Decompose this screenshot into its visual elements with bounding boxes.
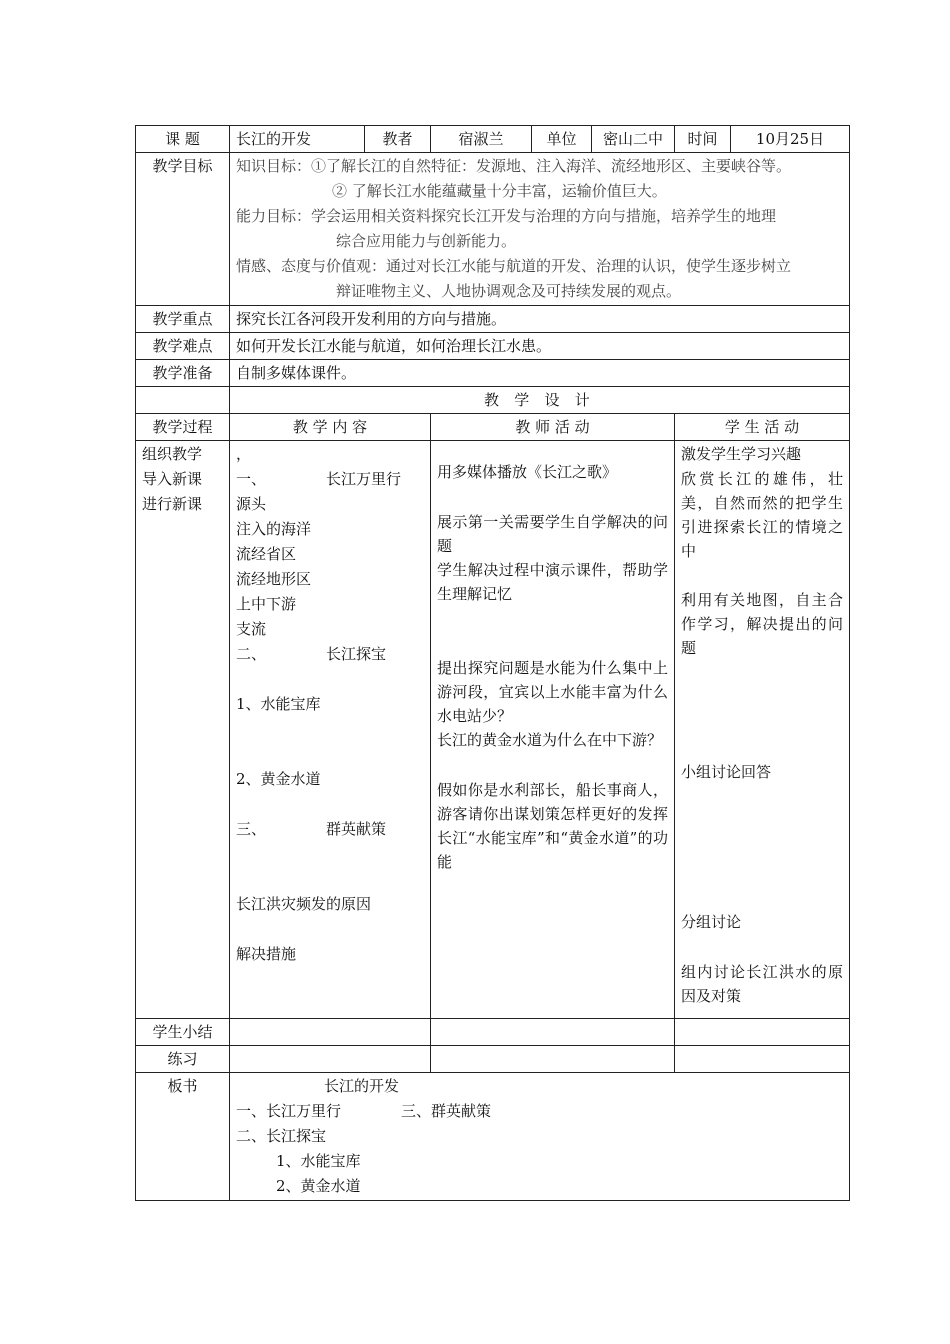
student-activity: 组内讨论长江洪水的原因及对策 xyxy=(681,963,843,1005)
time-value: 10月25日 xyxy=(731,126,850,153)
unit-value: 密山二中 xyxy=(592,126,675,153)
focus-value: 探究长江各河段开发利用的方向与措施。 xyxy=(230,306,850,333)
preparation-row xyxy=(136,360,850,387)
teacher-activity: 展示第一关需要学生自学解决的问题 xyxy=(437,513,668,555)
content-item: 支流 xyxy=(236,620,267,638)
section-2-number: 二、 xyxy=(236,645,267,663)
practice-content-cell xyxy=(230,1046,431,1073)
board-row xyxy=(136,1073,850,1201)
preparation-label: 教学准备 xyxy=(136,360,230,387)
summary-row xyxy=(136,1019,850,1046)
process-teacher xyxy=(431,441,675,1019)
board-label: 板书 xyxy=(136,1073,230,1201)
goals-label: 教学目标 xyxy=(136,153,230,306)
process-body-row xyxy=(136,441,850,1019)
goals-content xyxy=(230,153,850,306)
content-section-2 xyxy=(236,642,424,667)
step-new-lesson: 进行新课 xyxy=(142,495,203,513)
section-1-number: 一、 xyxy=(236,470,267,488)
content-item: 2、黄金水道 xyxy=(236,770,321,788)
section-2-title: 长江探宝 xyxy=(326,645,387,663)
teacher-activity: 提出探究问题是水能为什么集中上游河段，宜宾以上水能丰富为什么水电站少？ xyxy=(437,659,668,725)
goal-ability-2: 综合应用能力与创新能力。 xyxy=(336,232,517,250)
goal-knowledge-1: 知识目标：①了解长江的自然特征：发源地、注入海洋、流经地形区、主要峡谷等。 xyxy=(236,157,792,175)
content-item: 1、水能宝库 xyxy=(236,695,321,713)
board-line-2: 二、长江探宝 xyxy=(236,1127,327,1145)
board-line-3: 1、水能宝库 xyxy=(276,1152,361,1170)
process-header-row xyxy=(136,414,850,441)
board-content xyxy=(230,1073,850,1201)
unit-label: 单位 xyxy=(532,126,592,153)
goal-ability-1: 能力目标：学会运用相关资料探究长江开发与治理的方向与措施，培养学生的地理 xyxy=(236,207,777,225)
summary-student-cell xyxy=(675,1019,850,1046)
teacher-activity: 学生解决过程中演示课件，帮助学生理解记忆 xyxy=(437,561,668,603)
header-row xyxy=(136,126,850,153)
content-item: 流经省区 xyxy=(236,545,297,563)
col-process: 教学过程 xyxy=(136,414,230,441)
col-student: 学 生 活 动 xyxy=(675,414,850,441)
step-introduce: 导入新课 xyxy=(142,470,203,488)
practice-row xyxy=(136,1046,850,1073)
difficulty-value: 如何开发长江水能与航道，如何治理长江水患。 xyxy=(230,333,850,360)
difficulty-row xyxy=(136,333,850,360)
practice-student-cell xyxy=(675,1046,850,1073)
content-item: 源头 xyxy=(236,495,267,513)
col-teacher: 教 师 活 动 xyxy=(431,414,675,441)
focus-row xyxy=(136,306,850,333)
design-title-row xyxy=(136,387,850,414)
student-activity: 激发学生学习兴趣 xyxy=(681,445,802,463)
section-3-number: 三、 xyxy=(236,820,267,838)
design-title: 教 学 设 计 xyxy=(230,387,850,414)
topic-label: 课 题 xyxy=(136,126,230,153)
teacher-value: 宿淑兰 xyxy=(431,126,532,153)
board-title: 长江的开发 xyxy=(324,1077,400,1095)
process-student xyxy=(675,441,850,1019)
board-line-1 xyxy=(236,1099,843,1124)
content-section-3 xyxy=(236,817,424,842)
content-comma: ， xyxy=(236,445,252,463)
goal-emotion-2: 辩证唯物主义、人地协调观念及可持续发展的观点。 xyxy=(336,282,682,300)
content-item: 长江洪灾频发的原因 xyxy=(236,895,372,913)
preparation-value: 自制多媒体课件。 xyxy=(230,360,850,387)
teacher-activity: 长江的黄金水道为什么在中下游？ xyxy=(437,731,663,749)
teacher-activity: 用多媒体播放《长江之歌》 xyxy=(437,463,618,481)
goals-row xyxy=(136,153,850,306)
process-steps xyxy=(136,441,230,1019)
student-activity: 分组讨论 xyxy=(681,913,742,931)
topic-value: 长江的开发 xyxy=(230,126,365,153)
lesson-plan-table xyxy=(135,125,850,1201)
goal-emotion-1: 情感、态度与价值观：通过对长江水能与航道的开发、治理的认识，使学生逐步树立 xyxy=(236,257,792,275)
board-item: 三、群英献策 xyxy=(401,1102,492,1120)
teacher-activity: 假如你是水利部长，船长事商人，游客请你出谋划策怎样更好的发挥长江“水能宝库”和“黄金水道”的功能 xyxy=(437,781,668,871)
summary-label: 学生小结 xyxy=(136,1019,230,1046)
content-item: 流经地形区 xyxy=(236,570,312,588)
focus-label: 教学重点 xyxy=(136,306,230,333)
content-item: 上中下游 xyxy=(236,595,297,613)
section-1-title: 长江万里行 xyxy=(326,470,402,488)
section-3-title: 群英献策 xyxy=(326,820,387,838)
lesson-plan-page xyxy=(135,125,849,1201)
col-content: 教 学 内 容 xyxy=(230,414,431,441)
design-title-blank xyxy=(136,387,230,414)
content-section-1 xyxy=(236,467,424,492)
content-item: 注入的海洋 xyxy=(236,520,312,538)
board-line-4: 2、黄金水道 xyxy=(276,1177,361,1195)
practice-label: 练习 xyxy=(136,1046,230,1073)
difficulty-label: 教学难点 xyxy=(136,333,230,360)
student-activity: 小组讨论回答 xyxy=(681,763,772,781)
time-label: 时间 xyxy=(675,126,731,153)
student-activity: 欣赏长江的雄伟，壮美，自然而然的把学生引进探索长江的情境之中 xyxy=(681,470,843,560)
board-item: 一、长江万里行 xyxy=(236,1102,342,1120)
summary-teacher-cell xyxy=(431,1019,675,1046)
content-item: 解决措施 xyxy=(236,945,297,963)
step-organize: 组织教学 xyxy=(142,445,203,463)
teacher-label: 教者 xyxy=(365,126,431,153)
summary-content-cell xyxy=(230,1019,431,1046)
practice-teacher-cell xyxy=(431,1046,675,1073)
process-content xyxy=(230,441,431,1019)
student-activity: 利用有关地图，自主合作学习，解决提出的问题 xyxy=(681,591,843,657)
goal-knowledge-2: ② 了解长江水能蕴藏量十分丰富，运输价值巨大。 xyxy=(332,182,667,200)
